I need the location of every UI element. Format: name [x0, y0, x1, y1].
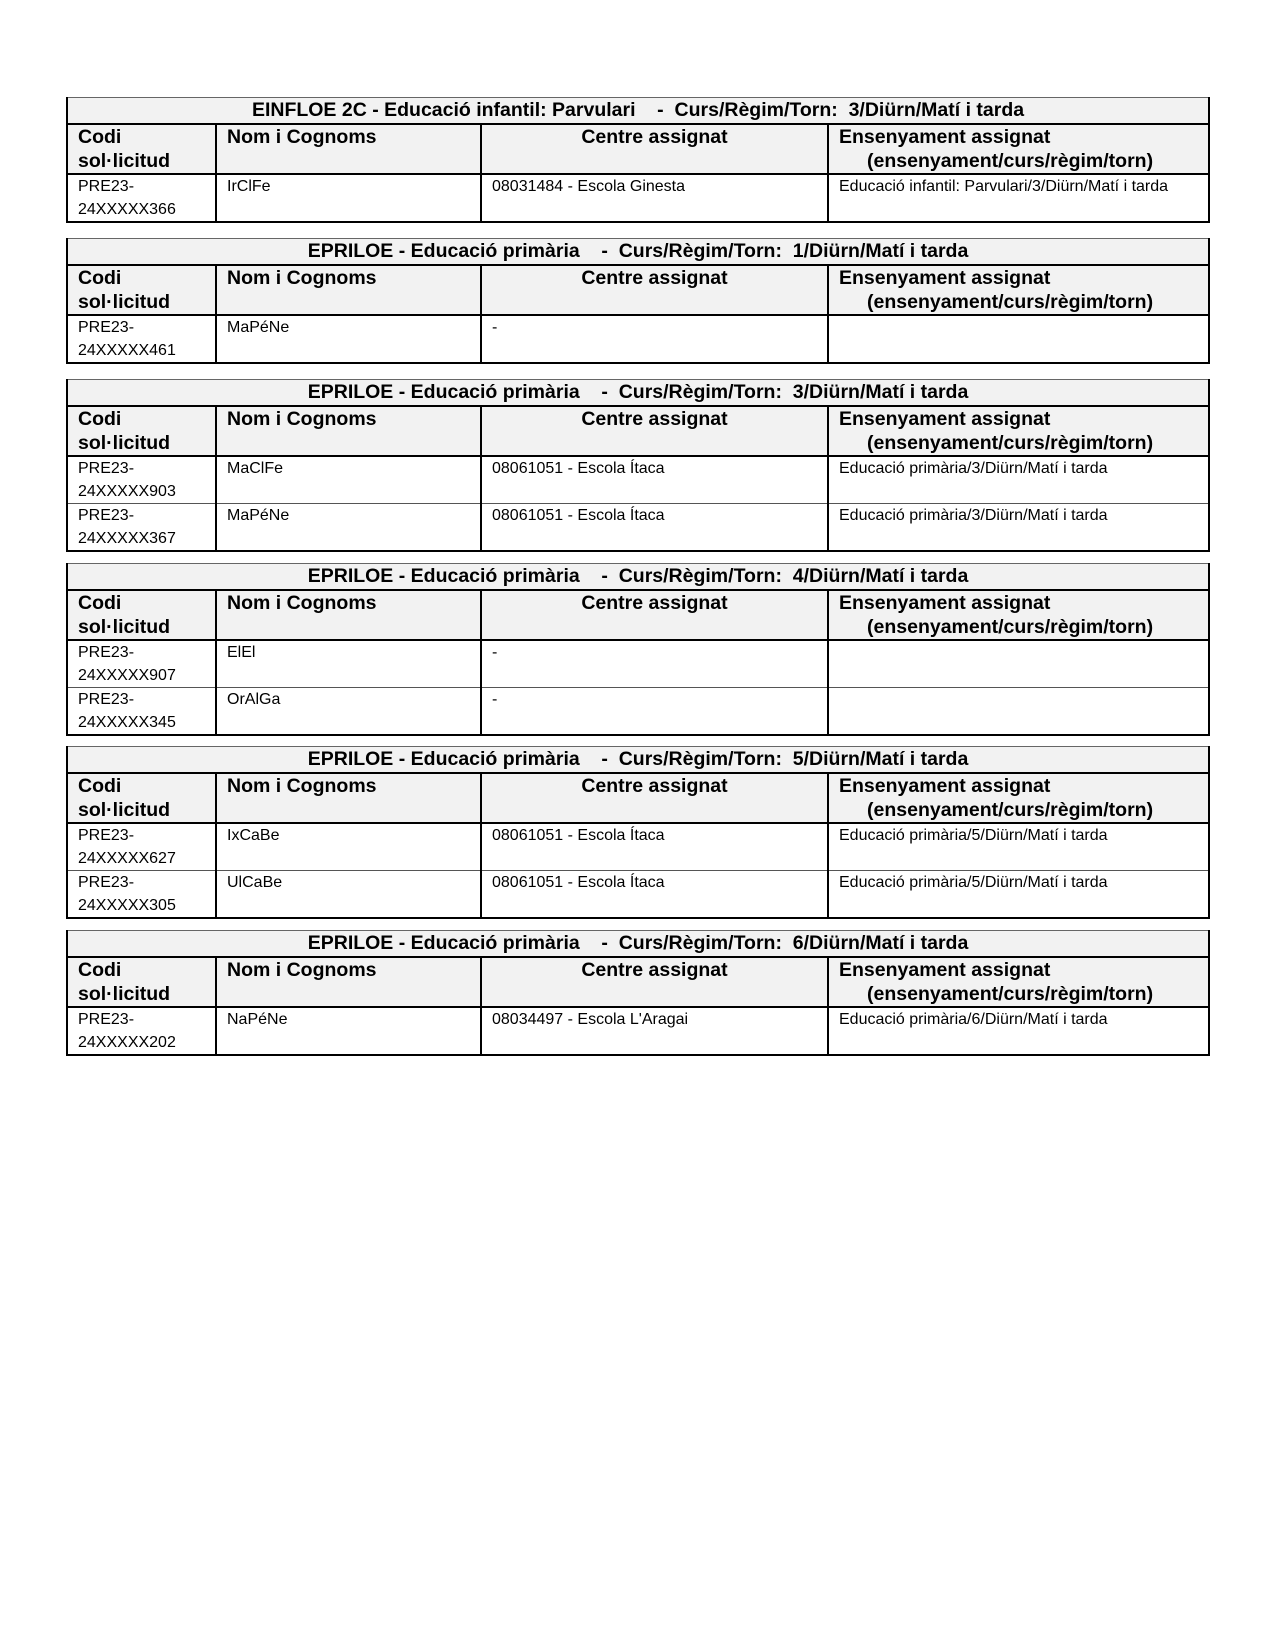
- cell-codi: PRE23- 24XXXXX202: [67, 1007, 216, 1055]
- header-codi-line: sol·licitud: [78, 291, 171, 313]
- header-nom: Nom i Cognoms: [216, 124, 481, 174]
- header-ensenyament: [828, 773, 1209, 823]
- cell-codi: PRE23- 24XXXXX461: [67, 315, 216, 363]
- header-nom: Nom i Cognoms: [216, 773, 481, 823]
- header-ensenyament: [828, 265, 1209, 315]
- header-codi: [67, 773, 216, 823]
- header-ensenyament-label: Ensenyament assignat: [839, 408, 1051, 430]
- cell-centre: 08031484 - Escola Ginesta: [481, 174, 828, 222]
- group-title-row: [67, 380, 1209, 407]
- cell-codi: PRE23- 24XXXXX907: [67, 640, 216, 688]
- header-centre: Centre assignat: [481, 265, 828, 315]
- header-ensenyament-sub: (ensenyament/curs/règim/torn): [867, 983, 1154, 1005]
- group-title-row: [67, 564, 1209, 591]
- group-table: [66, 379, 1210, 552]
- column-header-row: [67, 406, 1209, 456]
- table-row: [67, 871, 1209, 919]
- header-centre: Centre assignat: [481, 406, 828, 456]
- header-codi-line: sol·licitud: [78, 983, 171, 1005]
- cell-nom: MaPéNe: [216, 315, 481, 363]
- cell-centre: -: [481, 640, 828, 688]
- header-codi: [67, 124, 216, 174]
- header-ensenyament-sub: (ensenyament/curs/règim/torn): [867, 291, 1154, 313]
- cell-ensenyament: Educació primària/3/Diürn/Matí i tarda: [828, 504, 1209, 552]
- header-codi-line: Codi: [78, 959, 122, 981]
- header-centre: Centre assignat: [481, 773, 828, 823]
- header-ensenyament: [828, 957, 1209, 1007]
- cell-codi: PRE23- 24XXXXX627: [67, 823, 216, 871]
- group-title: EPRILOE - Educació primària - Curs/Règim/Torn: 1/Diürn/Matí i tarda: [67, 239, 1209, 266]
- cell-nom: MaClFe: [216, 456, 481, 504]
- table-row: [67, 688, 1209, 736]
- table-row: [67, 456, 1209, 504]
- header-nom: Nom i Cognoms: [216, 590, 481, 640]
- cell-codi: PRE23- 24XXXXX305: [67, 871, 216, 919]
- header-ensenyament-label: Ensenyament assignat: [839, 775, 1051, 797]
- header-codi: [67, 957, 216, 1007]
- column-header-row: [67, 590, 1209, 640]
- group-title: EINFLOE 2C - Educació infantil: Parvulari - Curs/Règim/Torn: 3/Diürn/Matí i tarda: [67, 98, 1209, 125]
- group-title: EPRILOE - Educació primària - Curs/Règim/Torn: 4/Diürn/Matí i tarda: [67, 564, 1209, 591]
- header-centre: Centre assignat: [481, 957, 828, 1007]
- cell-centre: 08061051 - Escola Ítaca: [481, 823, 828, 871]
- cell-nom: NaPéNe: [216, 1007, 481, 1055]
- group-table: [66, 238, 1210, 364]
- cell-centre: 08034497 - Escola L'Aragai: [481, 1007, 828, 1055]
- header-centre: Centre assignat: [481, 590, 828, 640]
- header-codi-line: Codi: [78, 592, 122, 614]
- cell-nom: IxCaBe: [216, 823, 481, 871]
- cell-ensenyament: [828, 315, 1209, 363]
- cell-centre: 08061051 - Escola Ítaca: [481, 504, 828, 552]
- header-nom: Nom i Cognoms: [216, 406, 481, 456]
- table-row: [67, 823, 1209, 871]
- header-ensenyament-label: Ensenyament assignat: [839, 126, 1051, 148]
- header-ensenyament: [828, 124, 1209, 174]
- header-ensenyament-sub: (ensenyament/curs/règim/torn): [867, 799, 1154, 821]
- header-codi-line: Codi: [78, 267, 122, 289]
- cell-nom: IrClFe: [216, 174, 481, 222]
- header-ensenyament-label: Ensenyament assignat: [839, 959, 1051, 981]
- cell-codi: PRE23- 24XXXXX903: [67, 456, 216, 504]
- header-ensenyament-sub: (ensenyament/curs/règim/torn): [867, 150, 1154, 172]
- header-codi-line: sol·licitud: [78, 799, 171, 821]
- group-title: EPRILOE - Educació primària - Curs/Règim/Torn: 6/Diürn/Matí i tarda: [67, 931, 1209, 958]
- header-codi: [67, 406, 216, 456]
- header-codi: [67, 590, 216, 640]
- cell-nom: OrAlGa: [216, 688, 481, 736]
- header-codi-line: sol·licitud: [78, 432, 171, 454]
- header-ensenyament: [828, 590, 1209, 640]
- header-ensenyament-label: Ensenyament assignat: [839, 267, 1051, 289]
- cell-codi: PRE23- 24XXXXX366: [67, 174, 216, 222]
- cell-nom: MaPéNe: [216, 504, 481, 552]
- cell-ensenyament: [828, 688, 1209, 736]
- table-row: [67, 640, 1209, 688]
- header-ensenyament-label: Ensenyament assignat: [839, 592, 1051, 614]
- column-header-row: [67, 773, 1209, 823]
- column-header-row: [67, 265, 1209, 315]
- header-codi-line: Codi: [78, 126, 122, 148]
- cell-codi: PRE23- 24XXXXX367: [67, 504, 216, 552]
- header-ensenyament-sub: (ensenyament/curs/règim/torn): [867, 616, 1154, 638]
- table-row: [67, 1007, 1209, 1055]
- group-table: [66, 930, 1210, 1056]
- group-table: [66, 97, 1210, 223]
- group-table: [66, 746, 1210, 919]
- group-title: EPRILOE - Educació primària - Curs/Règim/Torn: 5/Diürn/Matí i tarda: [67, 747, 1209, 774]
- cell-codi: PRE23- 24XXXXX345: [67, 688, 216, 736]
- group-title-row: [67, 98, 1209, 125]
- cell-nom: ElEl: [216, 640, 481, 688]
- group-title-row: [67, 239, 1209, 266]
- table-row: [67, 504, 1209, 552]
- group-title-row: [67, 931, 1209, 958]
- group-title-row: [67, 747, 1209, 774]
- group-title: EPRILOE - Educació primària - Curs/Règim/Torn: 3/Diürn/Matí i tarda: [67, 380, 1209, 407]
- cell-ensenyament: [828, 640, 1209, 688]
- table-row: [67, 174, 1209, 222]
- cell-centre: -: [481, 688, 828, 736]
- cell-centre: -: [481, 315, 828, 363]
- cell-centre: 08061051 - Escola Ítaca: [481, 456, 828, 504]
- column-header-row: [67, 124, 1209, 174]
- header-ensenyament-sub: (ensenyament/curs/règim/torn): [867, 432, 1154, 454]
- group-table: [66, 563, 1210, 736]
- cell-ensenyament: Educació primària/5/Diürn/Matí i tarda: [828, 823, 1209, 871]
- cell-ensenyament: Educació primària/6/Diürn/Matí i tarda: [828, 1007, 1209, 1055]
- cell-ensenyament: Educació primària/3/Diürn/Matí i tarda: [828, 456, 1209, 504]
- cell-nom: UlCaBe: [216, 871, 481, 919]
- header-ensenyament: [828, 406, 1209, 456]
- header-codi-line: Codi: [78, 408, 122, 430]
- header-centre: Centre assignat: [481, 124, 828, 174]
- table-row: [67, 315, 1209, 363]
- header-nom: Nom i Cognoms: [216, 957, 481, 1007]
- cell-ensenyament: Educació primària/5/Diürn/Matí i tarda: [828, 871, 1209, 919]
- header-codi: [67, 265, 216, 315]
- cell-centre: 08061051 - Escola Ítaca: [481, 871, 828, 919]
- column-header-row: [67, 957, 1209, 1007]
- header-nom: Nom i Cognoms: [216, 265, 481, 315]
- cell-ensenyament: Educació infantil: Parvulari/3/Diürn/Matí i tarda: [828, 174, 1209, 222]
- header-codi-line: sol·licitud: [78, 150, 171, 172]
- header-codi-line: sol·licitud: [78, 616, 171, 638]
- header-codi-line: Codi: [78, 775, 122, 797]
